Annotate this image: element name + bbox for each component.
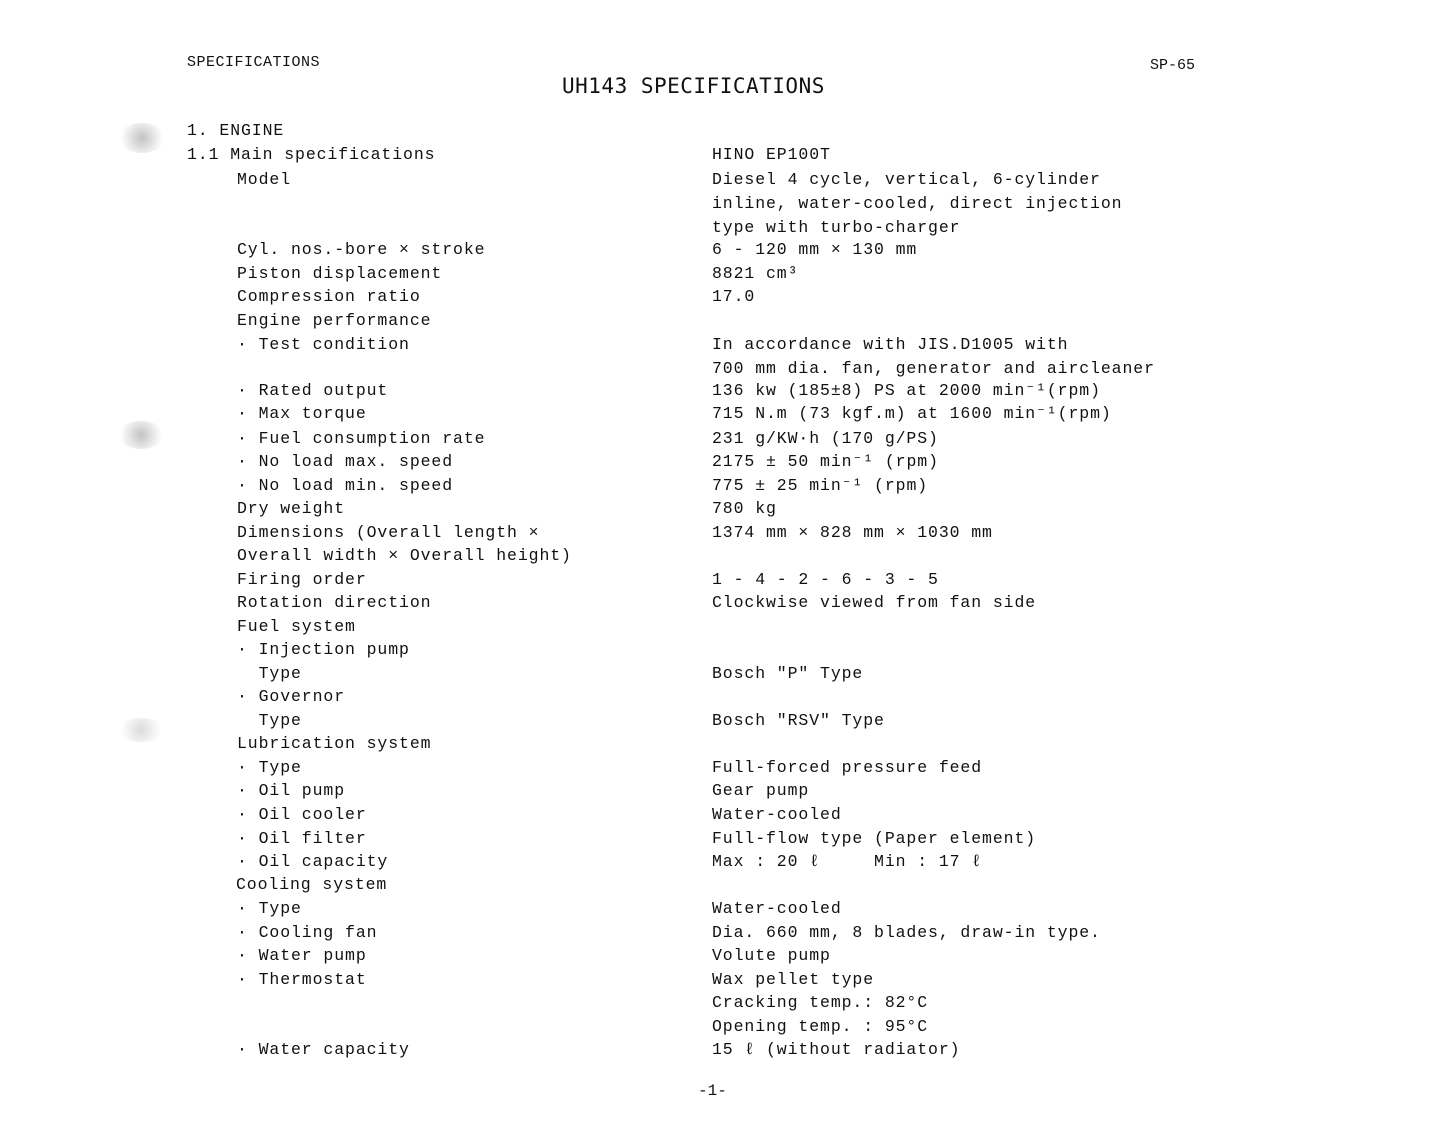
spec-label: · Governor bbox=[237, 687, 346, 706]
spec-label: Cooling system bbox=[236, 875, 388, 894]
spec-value: Max : 20 ℓ Min : 17 ℓ bbox=[712, 852, 983, 871]
spec-label: Dry weight bbox=[237, 499, 346, 518]
spec-value: Water-cooled bbox=[712, 899, 842, 918]
spec-value: Bosch "RSV" Type bbox=[712, 711, 885, 730]
spec-value: 15 ℓ (without radiator) bbox=[712, 1040, 961, 1059]
section-header: SPECIFICATIONS bbox=[187, 54, 321, 71]
spec-value: inline, water-cooled, direct injection bbox=[712, 194, 1123, 213]
spec-value: Wax pellet type bbox=[712, 970, 875, 989]
spec-value: Dia. 660 mm, 8 blades, draw-in type. bbox=[712, 923, 1101, 942]
spec-value: Diesel 4 cycle, vertical, 6-cylinder bbox=[712, 170, 1101, 189]
document-title: UH143 SPECIFICATIONS bbox=[562, 74, 825, 98]
spec-label: · Type bbox=[237, 758, 302, 777]
binder-hole-mark-top bbox=[118, 123, 166, 153]
spec-value: 136 kw (185±8) PS at 2000 min⁻¹(rpm) bbox=[712, 381, 1101, 400]
page-number: -1- bbox=[698, 1082, 727, 1100]
binder-hole-mark-middle bbox=[117, 421, 165, 449]
spec-label: · Water capacity bbox=[237, 1040, 410, 1059]
spec-label: · Max torque bbox=[237, 404, 367, 423]
spec-label: · Oil pump bbox=[237, 781, 346, 800]
spec-label: Rotation direction bbox=[237, 593, 432, 612]
spec-label: Engine performance bbox=[237, 311, 432, 330]
spec-value: Gear pump bbox=[712, 781, 810, 800]
spec-label: Cyl. nos.-bore × stroke bbox=[237, 240, 486, 259]
spec-value: In accordance with JIS.D1005 with bbox=[712, 335, 1069, 354]
spec-label: · Oil cooler bbox=[237, 805, 367, 824]
spec-label: Firing order bbox=[237, 570, 367, 589]
spec-value: 780 kg bbox=[712, 499, 777, 518]
spec-label: · Oil filter bbox=[237, 829, 367, 848]
spec-label: · Injection pump bbox=[237, 640, 410, 659]
spec-value: Full-flow type (Paper element) bbox=[712, 829, 1037, 848]
spec-label: · Cooling fan bbox=[237, 923, 378, 942]
spec-label: · Oil capacity bbox=[237, 852, 389, 871]
spec-label: · Fuel consumption rate bbox=[237, 429, 486, 448]
spec-value: 8821 cm³ bbox=[712, 264, 799, 283]
spec-value: type with turbo-charger bbox=[712, 218, 961, 237]
spec-label: · Type bbox=[237, 899, 302, 918]
spec-label: Piston displacement bbox=[237, 264, 443, 283]
spec-label: · Thermostat bbox=[237, 970, 367, 989]
spec-label: · No load min. speed bbox=[237, 476, 454, 495]
spec-value: Water-cooled bbox=[712, 805, 842, 824]
spec-value: 715 N.m (73 kgf.m) at 1600 min⁻¹(rpm) bbox=[712, 404, 1112, 423]
spec-label: Dimensions (Overall length × bbox=[237, 523, 540, 542]
spec-label: · Rated output bbox=[237, 381, 389, 400]
page-code: SP-65 bbox=[1150, 57, 1196, 74]
spec-value: 17.0 bbox=[712, 287, 756, 306]
spec-value: 2175 ± 50 min⁻¹ (rpm) bbox=[712, 452, 939, 471]
spec-label: Type bbox=[237, 664, 302, 683]
spec-value: 1374 mm × 828 mm × 1030 mm bbox=[712, 523, 993, 542]
spec-label: · No load max. speed bbox=[237, 452, 454, 471]
spec-value: 700 mm dia. fan, generator and aircleaner bbox=[712, 359, 1155, 378]
spec-label: Overall width × Overall height) bbox=[237, 546, 572, 565]
spec-label: Lubrication system bbox=[237, 734, 432, 753]
spec-label: · Test condition bbox=[237, 335, 410, 354]
binder-hole-mark-bottom bbox=[117, 718, 165, 742]
spec-label: 1. ENGINE bbox=[187, 121, 285, 140]
spec-value: Volute pump bbox=[712, 946, 831, 965]
spec-label: Fuel system bbox=[237, 617, 356, 636]
spec-value: Full-forced pressure feed bbox=[712, 758, 983, 777]
spec-value: Clockwise viewed from fan side bbox=[712, 593, 1037, 612]
spec-value: 1 - 4 - 2 - 6 - 3 - 5 bbox=[712, 570, 939, 589]
spec-label: · Water pump bbox=[237, 946, 367, 965]
spec-label: Model bbox=[237, 170, 292, 189]
spec-value: 231 g/KW·h (170 g/PS) bbox=[712, 429, 939, 448]
spec-value: Bosch "P" Type bbox=[712, 664, 864, 683]
spec-label: 1.1 Main specifications bbox=[187, 145, 436, 164]
spec-value: Opening temp. : 95°C bbox=[712, 1017, 929, 1036]
spec-value: 6 - 120 mm × 130 mm bbox=[712, 240, 918, 259]
spec-value: 775 ± 25 min⁻¹ (rpm) bbox=[712, 476, 929, 495]
spec-label: Compression ratio bbox=[237, 287, 421, 306]
spec-value: HINO EP100T bbox=[712, 145, 831, 164]
spec-label: Type bbox=[237, 711, 302, 730]
spec-value: Cracking temp.: 82°C bbox=[712, 993, 929, 1012]
